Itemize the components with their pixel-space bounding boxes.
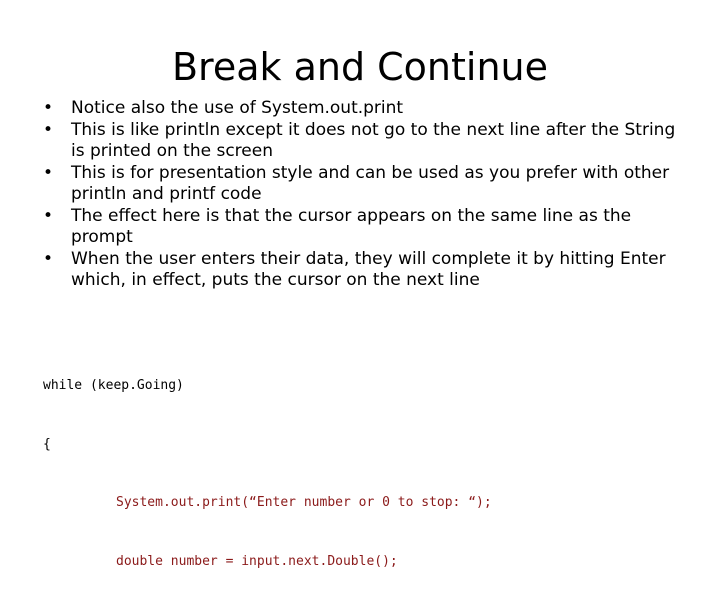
bullet-dot-icon: • xyxy=(43,119,54,140)
code-line-highlight: System.out.print(“Enter number or 0 to stop: “); xyxy=(116,495,492,510)
bullet-text: The effect here is that the cursor appears on the same line as the prompt xyxy=(71,205,632,247)
bullet-item xyxy=(43,206,683,249)
code-line: while (keep.Going) xyxy=(43,378,184,393)
bullet-dot-icon: • xyxy=(43,248,54,269)
bullet-dot-icon: • xyxy=(43,162,54,183)
bullet-dot-icon: • xyxy=(43,205,54,226)
bullet-list xyxy=(43,98,683,292)
code-line-highlight: double number = input.next.Double(); xyxy=(116,553,398,569)
bullet-item xyxy=(43,163,683,206)
bullet-text: This is like println except it does not go to the next line after the String is printed on the screen xyxy=(71,119,676,161)
slide-title: Break and Continue xyxy=(171,45,549,89)
bullet-dot-icon: • xyxy=(43,98,54,118)
bullet-item xyxy=(43,98,683,120)
bullet-text: This is for presentation style and can be used as you prefer with other println and printf code xyxy=(71,162,670,204)
bullet-text: When the user enters their data, they will complete it by hitting Enter which, in effect, puts the cursor on the next line xyxy=(71,248,666,290)
code-line: { xyxy=(43,436,51,452)
bullet-item xyxy=(43,249,683,292)
bullet-text: Notice also the use of System.out.print xyxy=(71,98,404,118)
bullet-item xyxy=(43,120,683,163)
code-block xyxy=(43,337,683,610)
